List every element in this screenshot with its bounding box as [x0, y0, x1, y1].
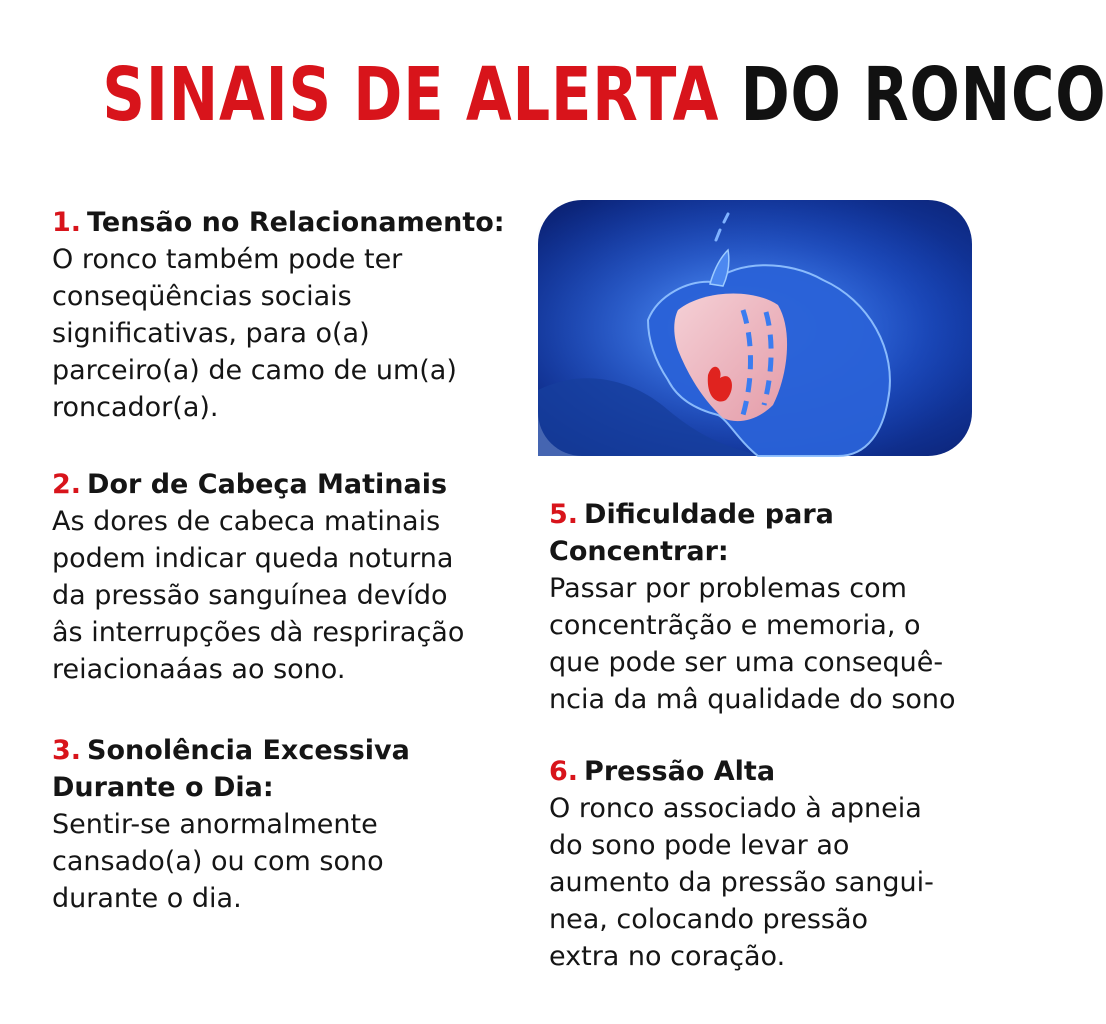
alert-item-3: [52, 732, 522, 917]
sleeping-head-airway-icon: [538, 200, 972, 456]
title-black-part: DO RONCO: [740, 52, 1106, 138]
item-body: As dores de cabeca matinais podem indicar queda noturna da pressão sanguínea devído âs interrupções dà respriração reiacionaáas ao sono.: [52, 506, 465, 685]
item-heading: Sonolência Excessiva Durante o Dia:: [52, 735, 410, 803]
item-heading: Pressão Alta: [584, 756, 776, 787]
item-number: 6.: [549, 756, 579, 787]
item-number: 3.: [52, 735, 82, 766]
item-number: 2.: [52, 469, 82, 500]
item-heading: Dificuldade para Concentrar:: [549, 499, 834, 567]
alert-item-5: [549, 496, 1009, 718]
item-body: Sentir-se anormalmente cansado(a) ou com sono durante o dia.: [52, 809, 384, 914]
item-number: 5.: [549, 499, 579, 530]
item-heading: Dor de Cabeça Matinais: [87, 469, 448, 500]
item-body: O ronco também pode ter conseqüências sociais significativas, para o(a) parceiro(a) de camo de um(a) roncador(a).: [52, 244, 457, 423]
item-number: 1.: [52, 207, 82, 238]
alert-item-2: [52, 466, 522, 688]
item-body: O ronco associado à apneia do sono pode levar ao aumento da pressão sangui- nea, colocando pressão extra no coração.: [549, 793, 934, 972]
alert-item-6: [549, 753, 1009, 975]
title-red-part: SINAIS DE ALERTA: [102, 52, 720, 138]
page-title: [102, 52, 1106, 138]
item-heading: Tensão no Relacionamento:: [87, 207, 505, 238]
alert-item-1: [52, 204, 522, 426]
item-body: Passar por problemas com concentrãção e memoria, o que pode ser uma consequê- ncia da mâ qualidade do sono: [549, 573, 956, 715]
